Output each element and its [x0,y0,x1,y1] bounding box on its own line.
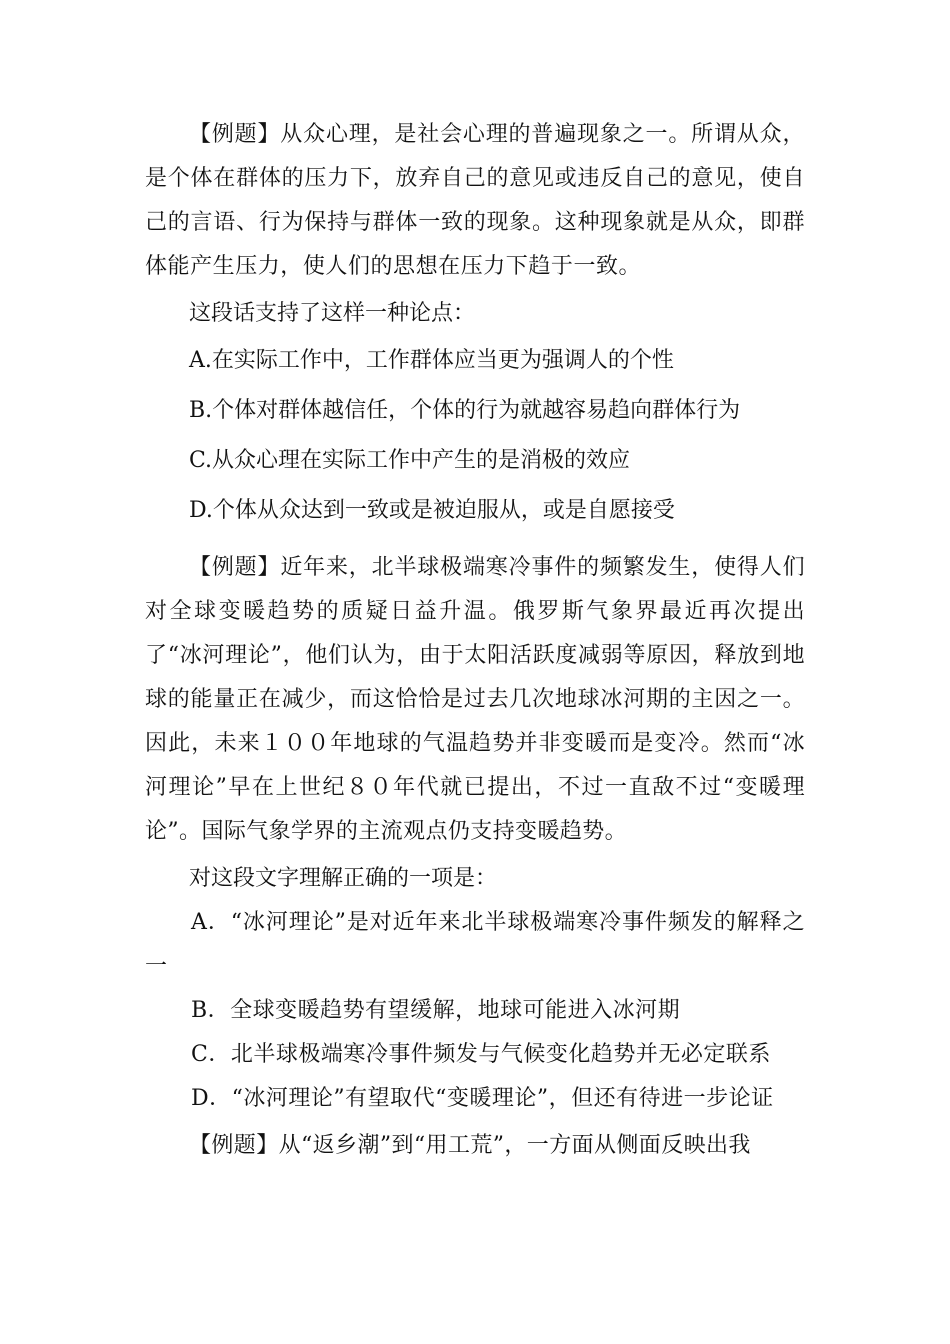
question-1-option-d: D.个体从众达到一致或是被迫服从，或是自愿接受 [189,498,675,523]
example-question-1 [145,113,805,536]
question-1-passage: 【例题】从众心理，是社会心理的普遍现象之一。所谓从众，是个体在群体的压力下，放弃自己的意见或违反自己的意见，使自己的言语、行为保持与群体一致的现象。这种现象就是从众，即群体能产生压力，使人们的思想在压力下趋于一致。 [145,122,805,279]
question-2-stem: 对这段文字理解正确的一项是： [189,866,498,891]
question-1-option-b: B.个体对群体越信任，个体的行为就越容易趋向群体行为 [189,398,741,423]
question-2-option-c: C．北半球极端寒冷事件频发与气候变化趋势并无必定联系 [191,1042,771,1067]
question-1-stem: 这段话支持了这样一种论点： [189,301,476,326]
question-3-passage: 【例题】从“返乡潮”到“用工荒”，一方面从侧面反映出我 [189,1133,751,1158]
question-1-option-c: C.从众心理在实际工作中产生的是消极的效应 [189,448,631,473]
example-question-2 [145,546,805,1121]
question-2-passage: 【例题】近年来，北半球极端寒冷事件的频繁发生，使得人们对全球变暖趋势的质疑日益升温。俄罗斯气象界最近再次提出了“冰河理论”，他们认为，由于太阳活跃度减弱等原因，释放到地球的能量正在减少，而这恰恰是过去几次地球冰河期的主因之一。因此，未来１００年地球的气温趋势并非变暖而是变冷。然而“冰河理论”早在上世纪８０年代就已提出，不过一直敌不过“变暖理论”。国际气象学界的主流观点仍支持变暖趋势。 [145,555,805,844]
example-question-3 [145,1124,805,1168]
question-2-option-b: B．全球变暖趋势有望缓解，地球可能进入冰河期 [191,998,681,1023]
question-2-option-a: A．“冰河理论”是对近年来北半球极端寒冷事件频发的解释之一 [145,910,805,979]
document-page [145,113,805,1168]
question-1-option-a: A.在实际工作中，工作群体应当更为强调人的个性 [189,348,674,373]
question-2-option-d: D．“冰河理论”有望取代“变暖理论”，但还有待进一步论证 [191,1086,774,1111]
